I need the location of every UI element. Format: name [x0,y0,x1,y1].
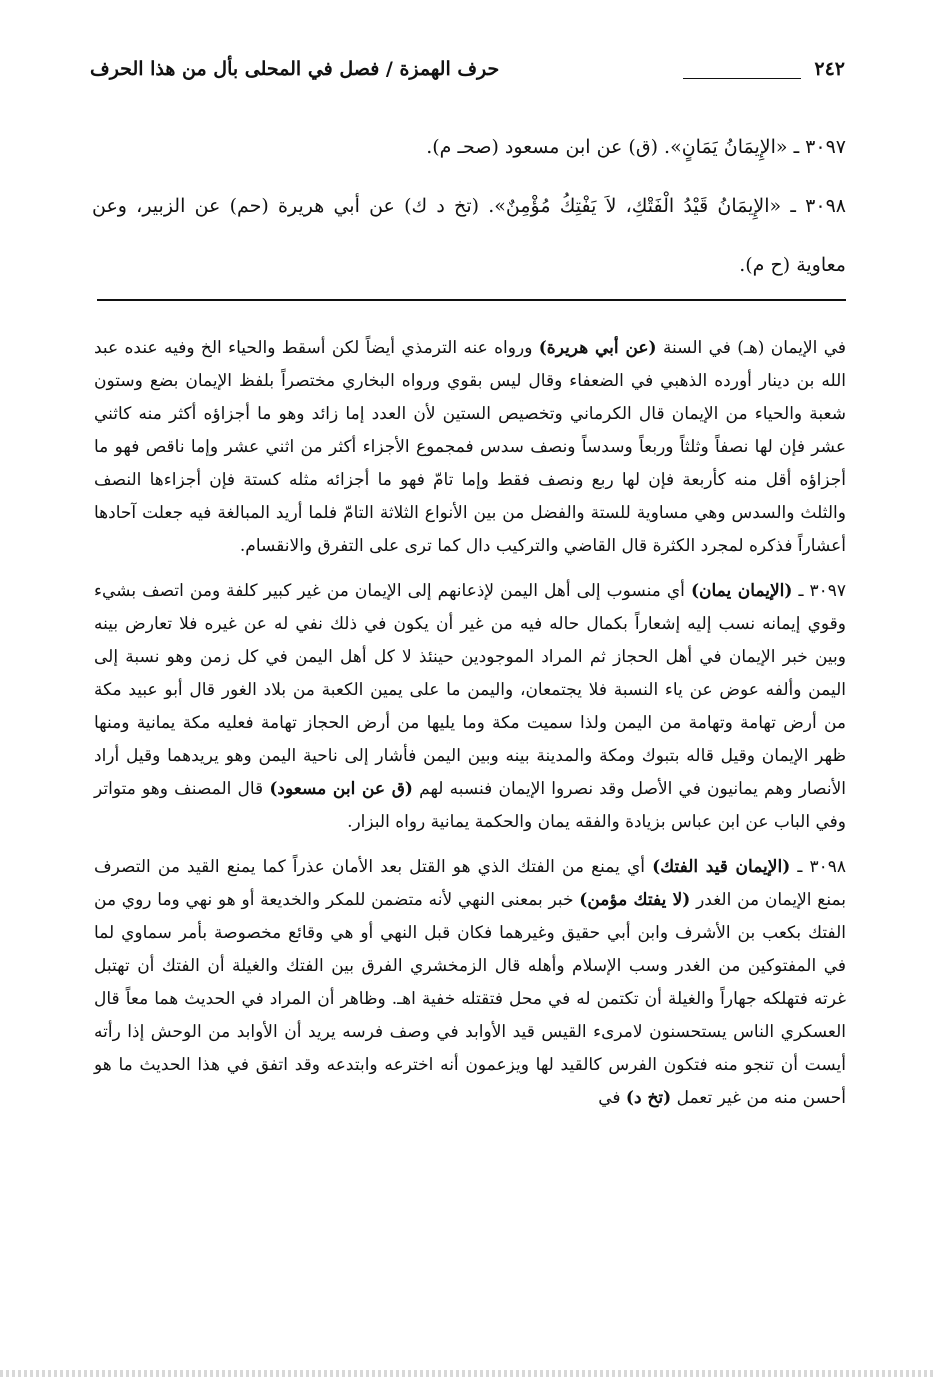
text-run: أي منسوب إلى أهل اليمن لإذعانهم إلى الإيمان من غير كبير كلفة ومن اتصف بشيء وقوي إيمانه نسب إليه إشعاراً بكمال حاله فيه من غير أن يكون في ذلك نفي له عن غيره فلا تعارض بينه وبين خبر الإيمان في أهل الحجاز ثم المراد الموجودين حينئذ لا كل أهل اليمن في كل زمن وهو نسبة إلى اليمن وألفه عوض عن ياء النسبة فلا يجتمعان، واليمن ما على يمين الكعبة من بلاد الغور قال أبو عبيد مكة من أرض تهامة وتهامة من اليمن ولذا سميت مكة وما يليها من أرض الحجاز تهامة فعليه مكة يمانية ومنها ظهر الإيمان وقيل قاله بتبوك ومكة والمدينة بينه وبين اليمن فأشار إلى ناحية اليمن وهو يريدهما وقيل أراد الأنصار وهم يمانيون في الأصل وقد نصروا الإيمان فنسبه لهم [94,581,846,799]
text-run: قال المصنف وهو متواتر وفي الباب عن ابن عباس بزيادة والفقه يمان والحكمة يمانية رواه البزار. [94,779,846,832]
bold-citation: (ق عن ابن مسعود) [269,779,413,799]
hadith-text: «الإِيمَانُ قَيْدُ الْفَتْكِ، لاَ يَفْتِكُ مُؤْمِنٌ». (تخ د ك) عن أبي هريرة (حم) عن الزبير، وعن معاوية (ح م). [92,195,846,276]
bold-heading: (الإيمان قيد الفتك) [652,857,791,877]
hadith-number: ٣٠٩٨ ـ [790,195,846,217]
hadith-entry [92,118,846,177]
scan-edge [0,1370,934,1377]
text-run: في [598,1088,626,1108]
entry-number: ٣٠٩٨ ـ [790,857,846,877]
hadith-number: ٣٠٩٧ ـ [793,136,846,158]
text-run: خبر بمعنى النهي لأنه متضمن للمكر والخديعة أو هو نهي وما روي من الفتك بكعب بن الأشرف وابن أبي حقيق وغيرهما فكان قبل النهي أو هي وقائع مخصوصة بأمر سماوي لما في المفتوكين من الغدر وسب الإسلام وأهله قال الزمخشري الفرق بين الفتك والغيلة أن الفتك أن تهتبل غرته فتهلكه جهاراً والغيلة أن تكتمن له في محل فتقتله خفية اهـ. وظاهر أن المراد في الحديث هما معاً قال العسكري الناس يستحسنون لامرىء القيس قيد الأوابد في وصف فرسه يريد أن الأوابد من الوحش إذا رأته أيست أن تنجو منه فتكون الفرس كالقيد لها ويزعمون أنه اخترعه وابتدعه وقد اتفق في هذا الحديث ما هو أحسن منه من غير تعمل [94,890,846,1108]
section-divider [97,299,846,301]
page-number: ٢٤٢ [814,58,845,80]
commentary-paragraph [94,851,846,1115]
hadith-texts [92,118,846,295]
commentary-paragraph [94,332,846,563]
text-run: أي يمنع من الفتك الذي هو القتل بعد الأمان عذراً كما يمنع القيد من التصرف بمنع الإيمان من الغدر [94,857,847,910]
hadith-text: «الإِيمَانُ يَمَانٍ». (ق) عن ابن مسعود (صحـ م). [426,136,788,158]
bold-citation: (تخ د) [625,1088,672,1108]
commentary-text [94,332,846,1127]
bold-heading: (الإيمان يمان) [690,581,793,601]
running-header [90,58,845,90]
header-title: حرف الهمزة / فصل في المحلى بأل من هذا الحرف [90,58,500,80]
bold-citation: (لا يفتك مؤمن) [579,890,691,910]
text-run: ورواه عنه الترمذي أيضاً لكن أسقط والحياء الخ وفيه عنده عبد الله بن دينار أورده الذهبي في الضعفاء وقال ليس بقوي ورواه البخاري مختصراً بلفظ الإيمان بضع وستون شعبة والحياء من الإيمان قال الكرماني وتخصيص الستين لأن العدد إما زائد وهو ما أجزاؤه أكثر منه كاثني عشر فإن لها نصفاً وثلثاً وربعاً وسدساً ونصف سدس فمجموع الأجزاء أكثر من اثني عشر وإما ناقص فهو ما أجزاؤه أقل منه كأربعة فإن لها ربع ونصف فقط وإما تامّ فهو ما أجزائه مثله كستة فإن أجزاءها النصف والثلث والسدس وهي مساوية للستة والفضل من بين الأنواع الثلاثة التامّ فلما أريد المبالغة فيه جعلت آحادها أعشاراً فذكره لمجرد الكثرة قال القاضي والتركيب دال كما ترى على التفرق والانقسام. [94,338,846,556]
bold-citation: (عن أبي هريرة) [538,338,657,358]
commentary-paragraph [94,575,846,839]
hadith-entry [92,177,846,295]
entry-number: ٣٠٩٧ ـ [792,581,846,601]
header-rule [683,78,801,79]
text-run: في الإيمان (هـ) في السنة [656,338,847,358]
